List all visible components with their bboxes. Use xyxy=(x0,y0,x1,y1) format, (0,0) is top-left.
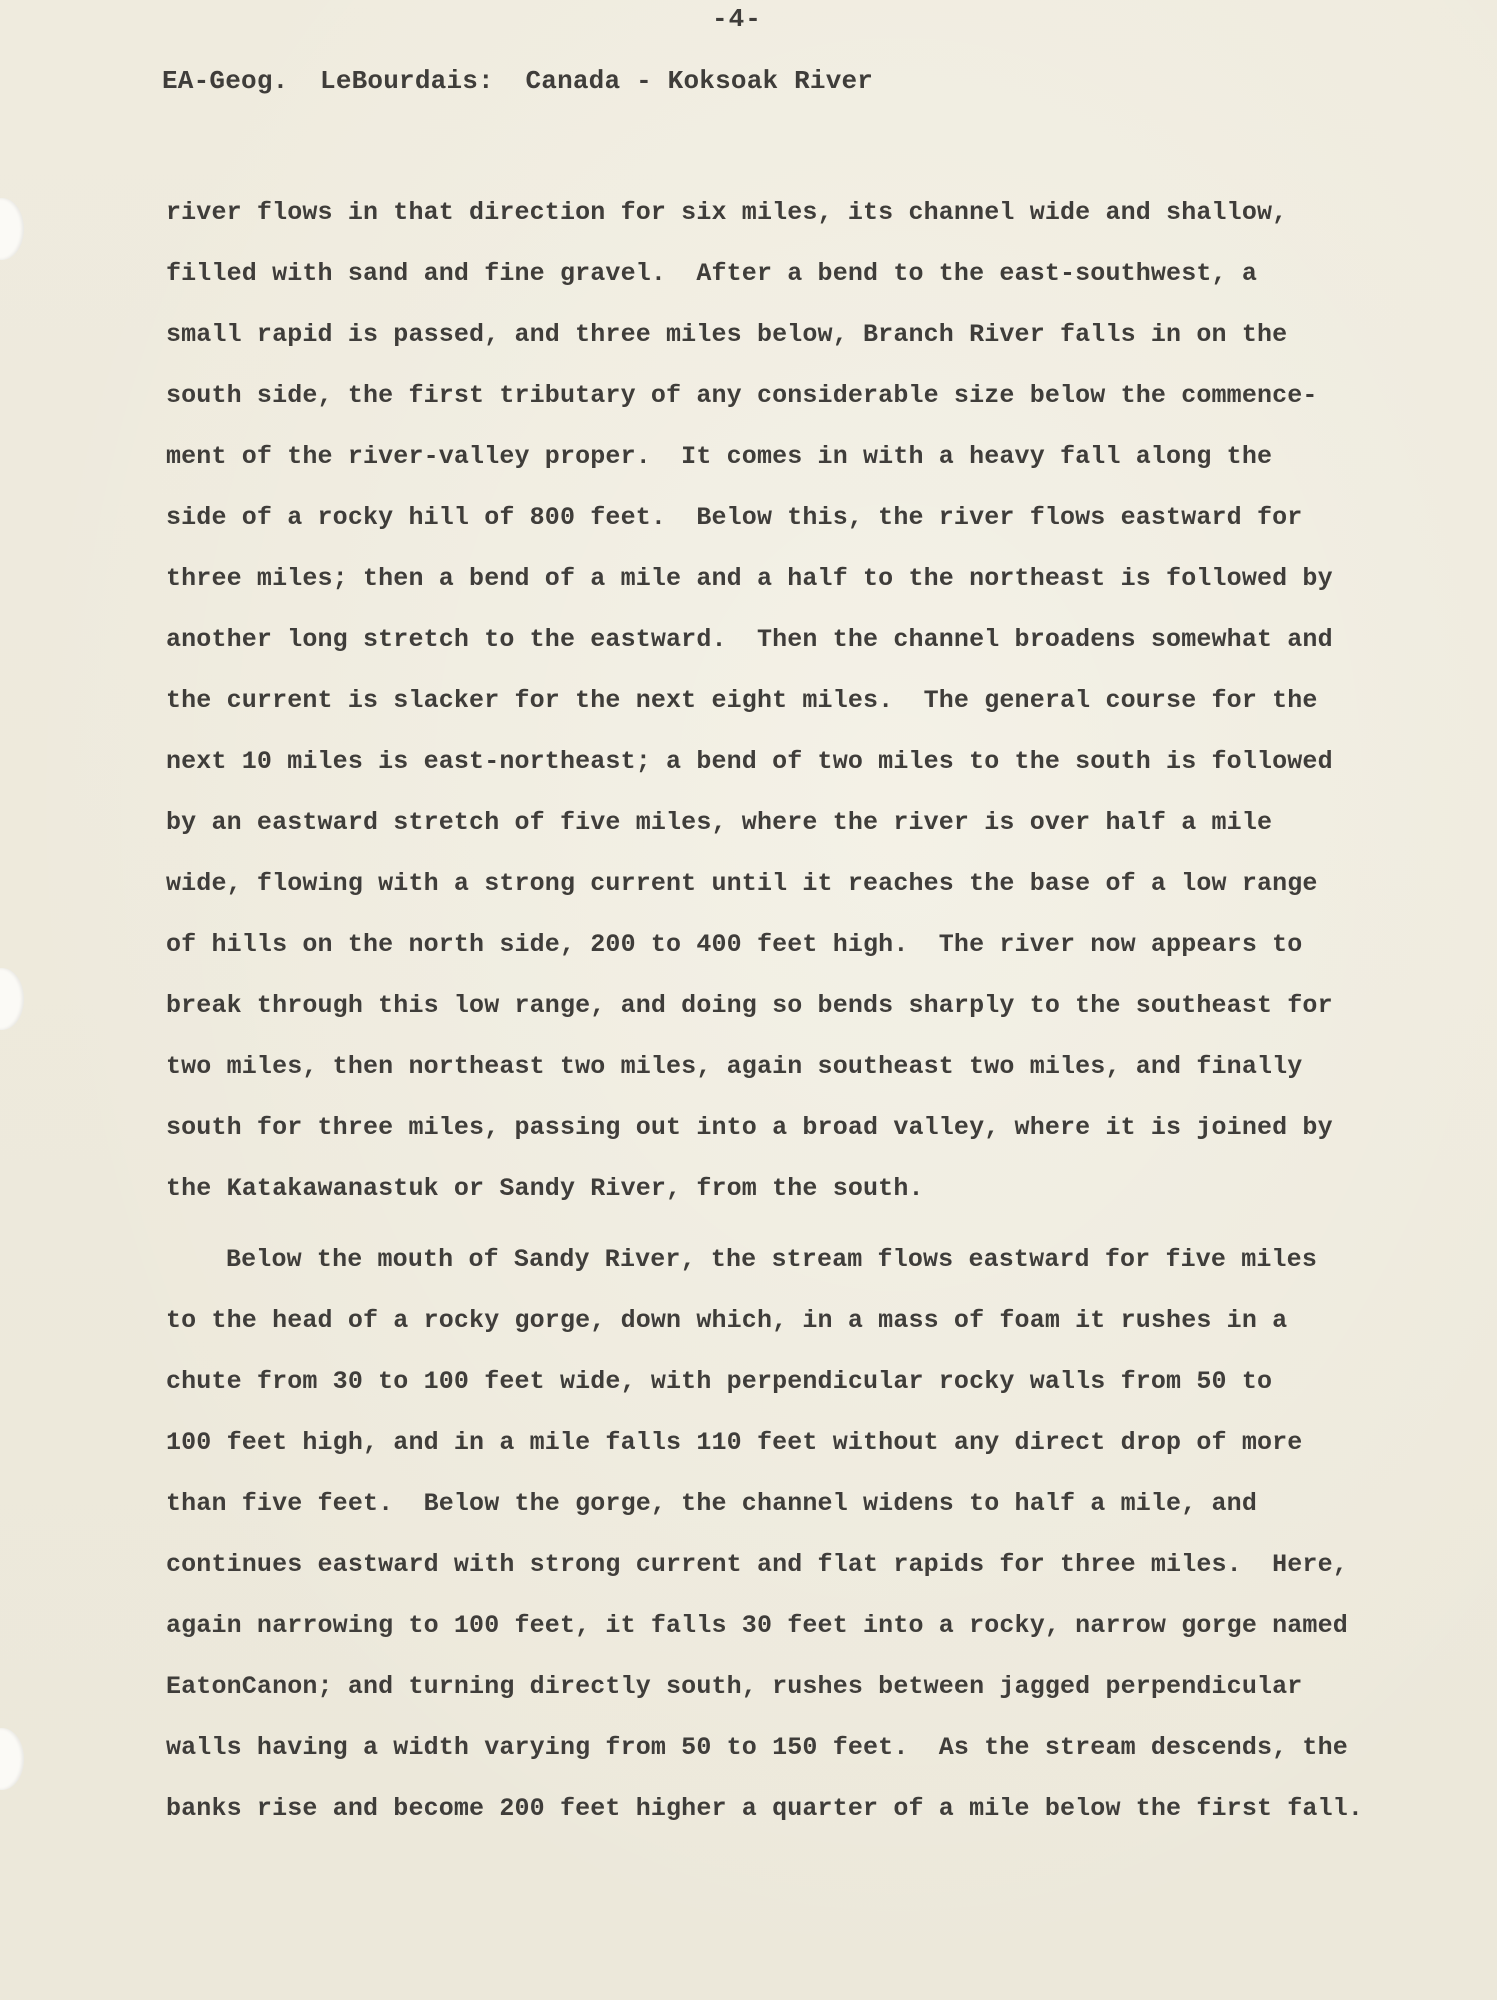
document-header: EA-Geog. LeBourdais: Canada - Koksoak River xyxy=(162,66,874,96)
body-text xyxy=(166,182,1366,1839)
text-line: to the head of a rocky gorge, down which, in a mass of foam it rushes in a xyxy=(166,1306,1288,1335)
text-line: the Katakawanastuk or Sandy River, from the south. xyxy=(166,1174,924,1203)
text-line: two miles, then northeast two miles, again southeast two miles, and finally xyxy=(166,1052,1303,1081)
text-line: next 10 miles is east-northeast; a bend of two miles to the south is followed xyxy=(166,747,1333,776)
page-number: -4- xyxy=(712,4,762,34)
text-line: continues eastward with strong current and flat rapids for three miles. Here, xyxy=(166,1550,1348,1579)
text-line: of hills on the north side, 200 to 400 feet high. The river now appears to xyxy=(166,930,1303,959)
text-line: the current is slacker for the next eight miles. The general course for the xyxy=(166,686,1318,715)
paragraph-2 xyxy=(166,1229,1366,1839)
text-line: ment of the river-valley proper. It comes in with a heavy fall along the xyxy=(166,442,1273,471)
text-line: than five feet. Below the gorge, the channel widens to half a mile, and xyxy=(166,1489,1257,1518)
text-line: wide, flowing with a strong current until it reaches the base of a low range xyxy=(166,869,1318,898)
text-line: three miles; then a bend of a mile and a half to the northeast is followed by xyxy=(166,564,1333,593)
text-line: another long stretch to the eastward. Then the channel broadens somewhat and xyxy=(166,625,1333,654)
text-line: 100 feet high, and in a mile falls 110 feet without any direct drop of more xyxy=(166,1428,1303,1457)
paragraph-1 xyxy=(166,182,1366,1219)
text-line: by an eastward stretch of five miles, where the river is over half a mile xyxy=(166,808,1273,837)
text-line: break through this low range, and doing so bends sharply to the southeast for xyxy=(166,991,1333,1020)
text-line: south side, the first tributary of any considerable size below the commence- xyxy=(166,381,1318,410)
text-line: banks rise and become 200 feet higher a quarter of a mile below the first fall. xyxy=(166,1794,1364,1823)
text-line: small rapid is passed, and three miles below, Branch River falls in on the xyxy=(166,320,1288,349)
text-line: again narrowing to 100 feet, it falls 30 feet into a rocky, narrow gorge named xyxy=(166,1611,1348,1640)
punch-hole-top xyxy=(0,198,24,260)
text-line: river flows in that direction for six miles, its channel wide and shallow, xyxy=(166,198,1288,227)
text-line: side of a rocky hill of 800 feet. Below this, the river flows eastward for xyxy=(166,503,1303,532)
punch-hole-middle xyxy=(0,968,24,1030)
text-line: walls having a width varying from 50 to 150 feet. As the stream descends, the xyxy=(166,1733,1348,1762)
text-line: south for three miles, passing out into a broad valley, where it is joined by xyxy=(166,1113,1333,1142)
text-line: chute from 30 to 100 feet wide, with perpendicular rocky walls from 50 to xyxy=(166,1367,1273,1396)
text-line: EatonCanon; and turning directly south, rushes between jagged perpendicular xyxy=(166,1672,1303,1701)
punch-hole-bottom xyxy=(0,1728,24,1790)
paragraph-gap xyxy=(166,1219,1366,1229)
text-line: Below the mouth of Sandy River, the stream flows eastward for five miles xyxy=(226,1245,1317,1274)
text-line: filled with sand and fine gravel. After a bend to the east-southwest, a xyxy=(166,259,1257,288)
